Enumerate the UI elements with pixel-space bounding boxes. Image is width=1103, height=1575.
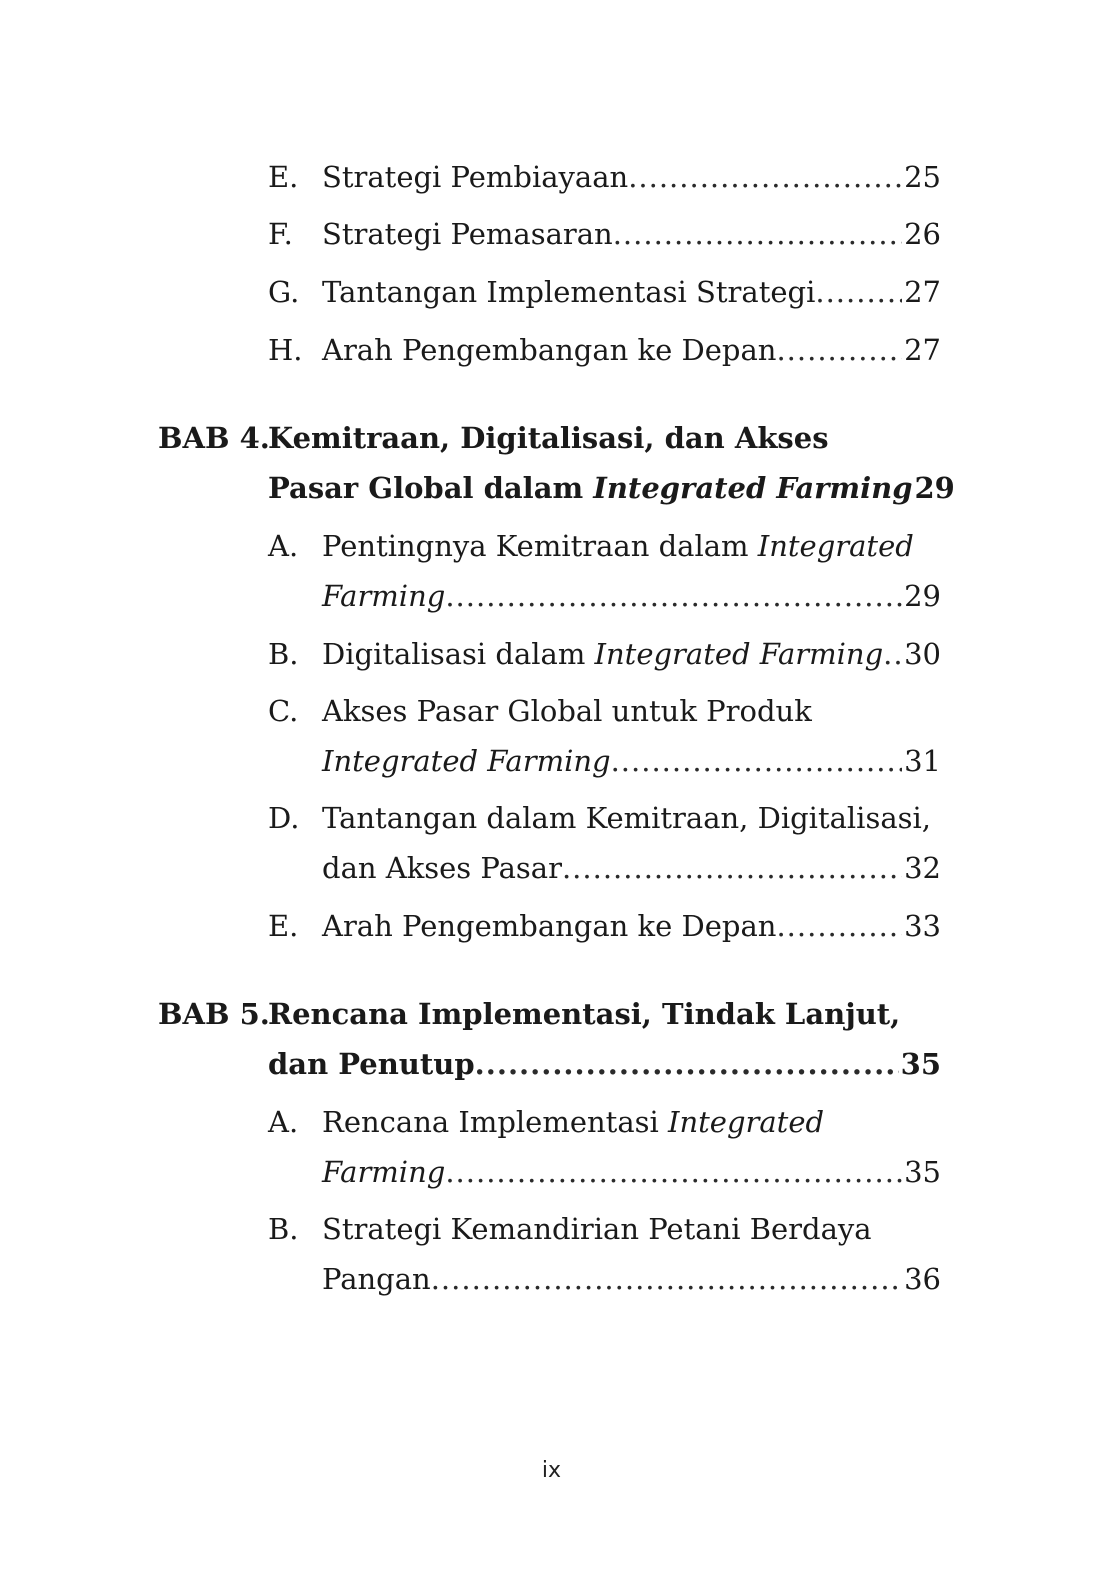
entry-page-number: 27 (904, 275, 941, 309)
dot-leader (611, 736, 903, 786)
entry-title: Farming (322, 579, 446, 613)
chapter-page-number: 29 (914, 471, 955, 505)
entry-title: Rencana Implementasi Integrated (322, 1105, 825, 1139)
dot-leader (613, 209, 902, 259)
toc-entry-line2[interactable] (0, 1147, 1103, 1197)
entry-letter: B. (268, 1212, 299, 1246)
dot-leader (776, 325, 902, 375)
toc-entry[interactable] (0, 1097, 1103, 1147)
entry-title: Arah Pengembangan ke Depan (322, 909, 777, 943)
toc-entry-line2[interactable] (0, 1254, 1103, 1304)
toc-entry[interactable] (0, 686, 1103, 736)
toc-entry[interactable] (0, 152, 1103, 202)
entry-title: Akses Pasar Global untuk Produk (322, 694, 812, 728)
page-folio: ix (541, 1458, 562, 1483)
entry-letter: H. (268, 333, 303, 367)
entry-page-number: 30 (904, 637, 941, 671)
toc-entry[interactable] (0, 325, 1103, 375)
entry-page-number: 25 (904, 160, 941, 194)
dot-leader (776, 901, 902, 951)
chapter-label: BAB 5. (158, 997, 270, 1031)
entry-letter: E. (268, 909, 299, 943)
chapter-heading[interactable] (0, 989, 1103, 1039)
chapter-heading-line2[interactable] (0, 1039, 1103, 1089)
entry-letter: C. (268, 694, 299, 728)
entry-letter: A. (268, 1105, 299, 1139)
dot-leader (445, 1147, 902, 1197)
toc-entry-line2[interactable] (0, 571, 1103, 621)
entry-page-number: 33 (904, 909, 941, 943)
entry-title: Strategi Kemandirian Petani Berdaya (322, 1212, 872, 1246)
chapter-heading[interactable] (0, 413, 1103, 463)
entry-title: Tantangan Implementasi Strategi (322, 275, 816, 309)
entry-title: Pentingnya Kemitraan dalam Integrated (322, 529, 914, 563)
entry-title: Farming (322, 1155, 446, 1189)
entry-letter: F. (268, 217, 293, 251)
entry-page-number: 31 (904, 744, 941, 778)
toc-entry[interactable] (0, 1204, 1103, 1254)
dot-leader (431, 1254, 902, 1304)
chapter-title-line: Kemitraan, Digitalisasi, dan Akses (268, 421, 829, 455)
toc-entry-line2[interactable] (0, 843, 1103, 893)
entry-title: Digitalisasi dalam Integrated Farming (322, 637, 884, 671)
dot-leader (883, 629, 902, 679)
entry-page-number: 26 (904, 217, 941, 251)
entry-title: dan Akses Pasar (322, 851, 562, 885)
entry-title: Integrated Farming (322, 744, 611, 778)
toc-entry[interactable] (0, 629, 1103, 679)
chapter-heading-line2[interactable] (0, 463, 1103, 513)
toc-entry[interactable] (0, 521, 1103, 571)
entry-title: Pangan (322, 1262, 431, 1296)
chapter-label: BAB 4. (158, 421, 270, 455)
toc-entry[interactable] (0, 267, 1103, 317)
entry-title: Tantangan dalam Kemitraan, Digitalisasi, (322, 801, 931, 835)
entry-page-number: 32 (904, 851, 941, 885)
entry-page-number: 29 (904, 579, 941, 613)
toc-entry[interactable] (0, 793, 1103, 843)
entry-title: Strategi Pemasaran (322, 217, 613, 251)
entry-letter: E. (268, 160, 299, 194)
entry-title: Strategi Pembiayaan (322, 160, 629, 194)
entry-title: Arah Pengembangan ke Depan (322, 333, 777, 367)
chapter-title-line: dan Penutup (268, 1047, 475, 1081)
entry-page-number: 27 (904, 333, 941, 367)
entry-letter: D. (268, 801, 300, 835)
toc-entry[interactable] (0, 901, 1103, 951)
dot-leader (475, 1039, 899, 1089)
entry-letter: A. (268, 529, 299, 563)
entry-letter: B. (268, 637, 299, 671)
entry-letter: G. (268, 275, 300, 309)
chapter-page-number: 35 (900, 1047, 941, 1081)
dot-leader (562, 843, 902, 893)
chapter-title-line: Pasar Global dalam Integrated Farming (268, 471, 913, 505)
entry-page-number: 36 (904, 1262, 941, 1296)
toc-entry[interactable] (0, 209, 1103, 259)
dot-leader (815, 267, 902, 317)
entry-page-number: 35 (904, 1155, 941, 1189)
dot-leader (445, 571, 902, 621)
toc-entry-line2[interactable] (0, 736, 1103, 786)
chapter-title-line: Rencana Implementasi, Tindak Lanjut, (268, 997, 901, 1031)
dot-leader (628, 152, 902, 202)
